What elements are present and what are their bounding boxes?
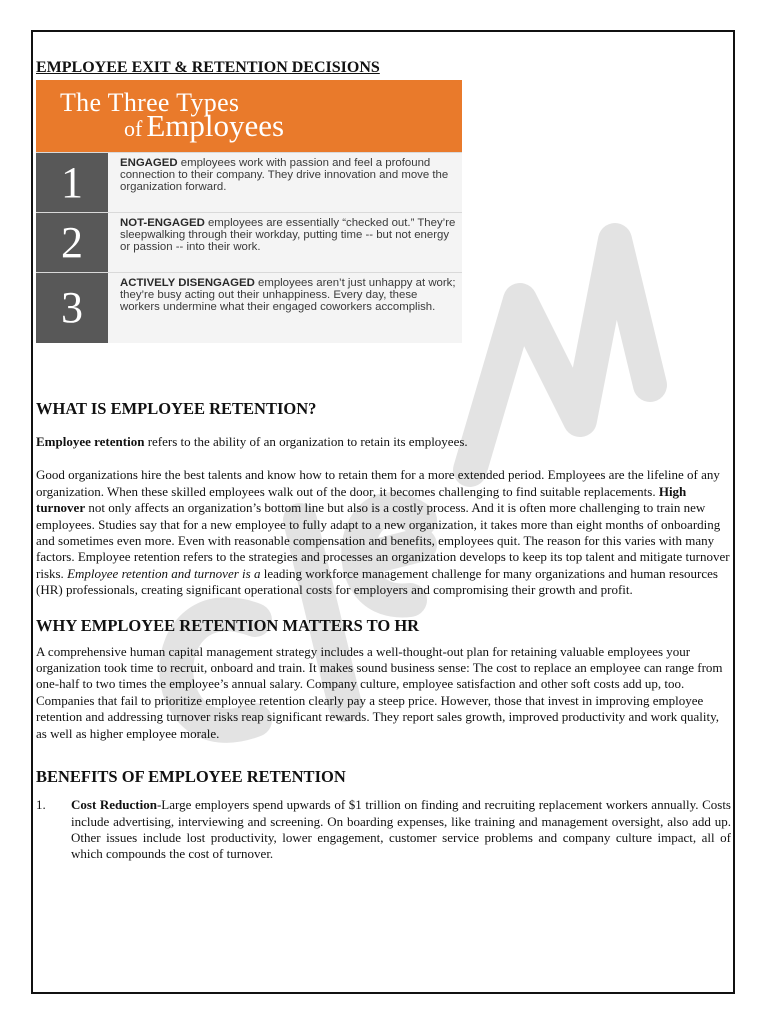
bold-term: High turnover bbox=[36, 483, 687, 516]
infographic-row-not-engaged bbox=[36, 212, 462, 273]
row-description bbox=[120, 217, 460, 253]
section-heading-why-retention-matters: WHY EMPLOYEE RETENTION MATTERS TO HR bbox=[36, 615, 420, 635]
row-text: employees aren’t just unhappy at work; they’re busy acting out their unhappiness. Every day, these workers undermine what their engaged coworkers accomplish. bbox=[120, 277, 456, 313]
document-title: EMPLOYEE EXIT & RETENTION DECISIONS bbox=[36, 59, 380, 76]
three-types-infographic bbox=[36, 80, 462, 342]
infographic-title-line1: The Three Types bbox=[60, 88, 240, 117]
infographic-title-line2 bbox=[124, 108, 284, 144]
infographic-row-actively-disengaged bbox=[36, 272, 462, 343]
row-number: 2 bbox=[36, 213, 108, 273]
row-description bbox=[120, 157, 460, 193]
bold-term: Employee retention bbox=[36, 434, 145, 449]
list-item bbox=[36, 797, 731, 863]
paragraph-text: refers to the ability of an organization to retain its employees. bbox=[144, 434, 468, 449]
row-description bbox=[120, 277, 460, 313]
paragraph-why-matters: A comprehensive human capital management strategy includes a well-thought-out plan for retaining valuable employees your organization took time to recruit, onboard and train. It makes sound business sense: The cost to replace an employee can range from one-half to two times the employee’s annual salary. Company culture, employee satisfaction and other soft costs add up, too. Companies that fail to prioritize employee retention clearly pay a steep price. However, those that invest in improving employee retention and addressing turnover risks reap significant rewards. They report sales growth, improved productivity and work quality, as well as higher employee morale. bbox=[36, 643, 723, 741]
section-heading-what-is-retention: WHAT IS EMPLOYEE RETENTION? bbox=[36, 399, 317, 418]
infographic-row-engaged bbox=[36, 152, 462, 213]
document-body bbox=[36, 58, 731, 863]
row-text: employees work with passion and feel a profound connection to their company. They drive innovation and move the organization forward. bbox=[120, 157, 449, 193]
list-item-text: -Large employers spend upwards of $1 trillion on finding and recruiting replacement workers annually. Costs include advertising, interviewing and screening. On boarding expenses, like training and management oversight, also add up. Other issues include lost productivity, lower engagement, customer service problems and company culture impact, all of which compounds the cost of turnover. bbox=[71, 797, 731, 862]
paragraph-retention-details bbox=[36, 467, 731, 598]
section-heading-benefits: BENEFITS OF EMPLOYEE RETENTION bbox=[36, 767, 346, 787]
row-number: 1 bbox=[36, 153, 108, 213]
infographic-title-of: of bbox=[124, 116, 143, 141]
row-term: ENGAGED bbox=[120, 157, 178, 169]
row-text: employees are essentially “checked out.” They’re sleepwalking through their workday, putting time -- but not energy or passion -- into their work. bbox=[120, 217, 456, 253]
row-term: ACTIVELY DISENGAGED bbox=[120, 277, 255, 289]
row-number: 3 bbox=[36, 273, 108, 343]
infographic-title-employees: Employees bbox=[146, 108, 285, 143]
list-number: 1. bbox=[36, 797, 46, 813]
row-term: NOT-ENGAGED bbox=[120, 217, 205, 229]
list-item-term: Cost Reduction bbox=[71, 797, 157, 813]
paragraph-text: leading workforce management challenge for many organizations and human resources (HR) professionals, creating significant operational costs for employers and compromising their growth and profit. bbox=[36, 565, 718, 598]
paragraph-definition bbox=[36, 434, 731, 450]
infographic-header bbox=[36, 80, 462, 152]
paragraph-text: Good organizations hire the best talents and know how to retain them for a more extended period. Employees are the lifeline of any organization. When these skilled employees walk out of the door, it becomes challenging to find suitable replacements. bbox=[36, 467, 720, 499]
italic-phrase: Employee retention and turnover is a bbox=[67, 565, 261, 581]
paragraph-text: not only affects an organization’s bottom line but also is a costly process. And it is often more challenging to train new employees. Studies say that for a new employee to fully adapt to a new organization, it takes more than eight months of onboarding and sometimes even more. Even with reasonable compensation and benefits, employees quit. The reason for this varies with many factors. Employee retention refers to the strategies and processes an organization develops to keep its top talent and mitigate turnover risks. bbox=[36, 500, 730, 581]
